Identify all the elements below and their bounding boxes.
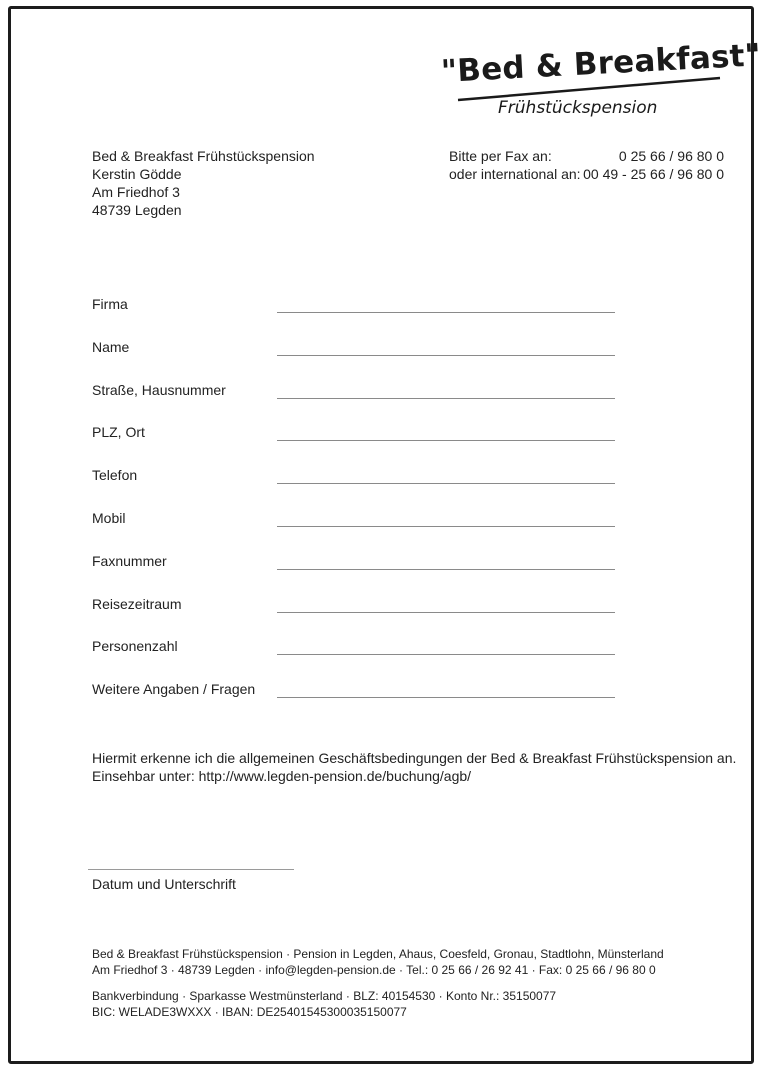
fax-intl-number: 00 49 - 25 66 / 96 80 0 <box>583 166 724 182</box>
form-row-reisezeitraum <box>92 590 622 633</box>
address-street: Am Friedhof 3 <box>92 184 180 200</box>
signature-line[interactable] <box>88 869 294 870</box>
form-row-plz-ort <box>92 418 622 461</box>
fax-intl-row <box>449 165 724 183</box>
fax-label: Bitte per Fax an: <box>449 148 552 164</box>
field-label: Firma <box>92 296 128 312</box>
field-label: Faxnummer <box>92 552 167 569</box>
terms-statement <box>92 749 736 785</box>
field-line-firma[interactable] <box>277 312 615 313</box>
logo <box>440 37 762 130</box>
footer-line-iban: BIC: WELADE3WXXX · IBAN: DE25401545300035150077 <box>92 1005 407 1019</box>
footer <box>92 946 664 1020</box>
terms-line: Hiermit erkenne ich die allgemeinen Geschäftsbedingungen der Bed & Breakfast Frühstückspension an. <box>92 750 737 766</box>
field-line-telefon[interactable] <box>277 483 615 484</box>
form-row-name <box>92 333 622 376</box>
field-label: Weitere Angaben / Fragen <box>92 681 256 698</box>
field-label: PLZ, Ort <box>92 424 145 441</box>
form-row-street <box>92 376 622 419</box>
form-row-weitere-angaben <box>92 675 622 718</box>
form-row-personenzahl <box>92 632 622 675</box>
footer-spacer <box>92 978 664 988</box>
address-owner: Kerstin Gödde <box>92 166 182 182</box>
address-city: 48739 Legden <box>92 202 182 218</box>
field-line-personenzahl[interactable] <box>277 654 615 655</box>
field-label: Reisezeitraum <box>92 595 182 612</box>
fax-number: 0 25 66 / 96 80 0 <box>618 148 724 164</box>
field-line-plz-ort[interactable] <box>277 440 615 441</box>
terms-link-line: Einsehbar unter: http://www.legden-pension.de/buchung/agb/ <box>92 768 472 784</box>
logo-subtitle: Frühstückspension <box>498 98 658 118</box>
field-line-name[interactable] <box>277 355 615 356</box>
form-row-firma <box>92 290 622 333</box>
field-line-reisezeitraum[interactable] <box>277 612 615 613</box>
form-row-faxnummer <box>92 547 622 590</box>
field-label: Name <box>92 338 130 355</box>
field-line-mobil[interactable] <box>277 526 615 527</box>
footer-line-company: Bed & Breakfast Frühstückspension · Pension in Legden, Ahaus, Coesfeld, Gronau, Stadtlohn, Münsterland <box>92 947 664 961</box>
footer-line-bank: Bankverbindung · Sparkasse Westmünsterland · BLZ: 40154530 · Konto Nr.: 35150077 <box>92 989 557 1003</box>
field-label: Telefon <box>92 467 138 484</box>
field-line-weitere-angaben[interactable] <box>277 697 615 698</box>
logo-title: "Bed & Breakfast" <box>440 37 762 90</box>
booking-form <box>92 290 622 718</box>
fax-intl-label: oder international an: <box>449 166 581 182</box>
fax-row <box>449 147 724 165</box>
field-line-street[interactable] <box>277 398 615 399</box>
field-label: Personenzahl <box>92 638 178 655</box>
form-row-telefon <box>92 461 622 504</box>
signature-label: Datum und Unterschrift <box>92 876 236 892</box>
field-label: Straße, Hausnummer <box>92 381 226 398</box>
address-name: Bed & Breakfast Frühstückspension <box>92 148 315 164</box>
form-row-mobil <box>92 504 622 547</box>
fax-info <box>449 147 724 183</box>
field-label: Mobil <box>92 509 126 526</box>
footer-line-contact: Am Friedhof 3 · 48739 Legden · info@legden-pension.de · Tel.: 0 25 66 / 26 92 41 · Fax: 0 25 66 / 96 80 0 <box>92 963 656 977</box>
field-line-faxnummer[interactable] <box>277 569 615 570</box>
sender-address <box>92 147 315 219</box>
